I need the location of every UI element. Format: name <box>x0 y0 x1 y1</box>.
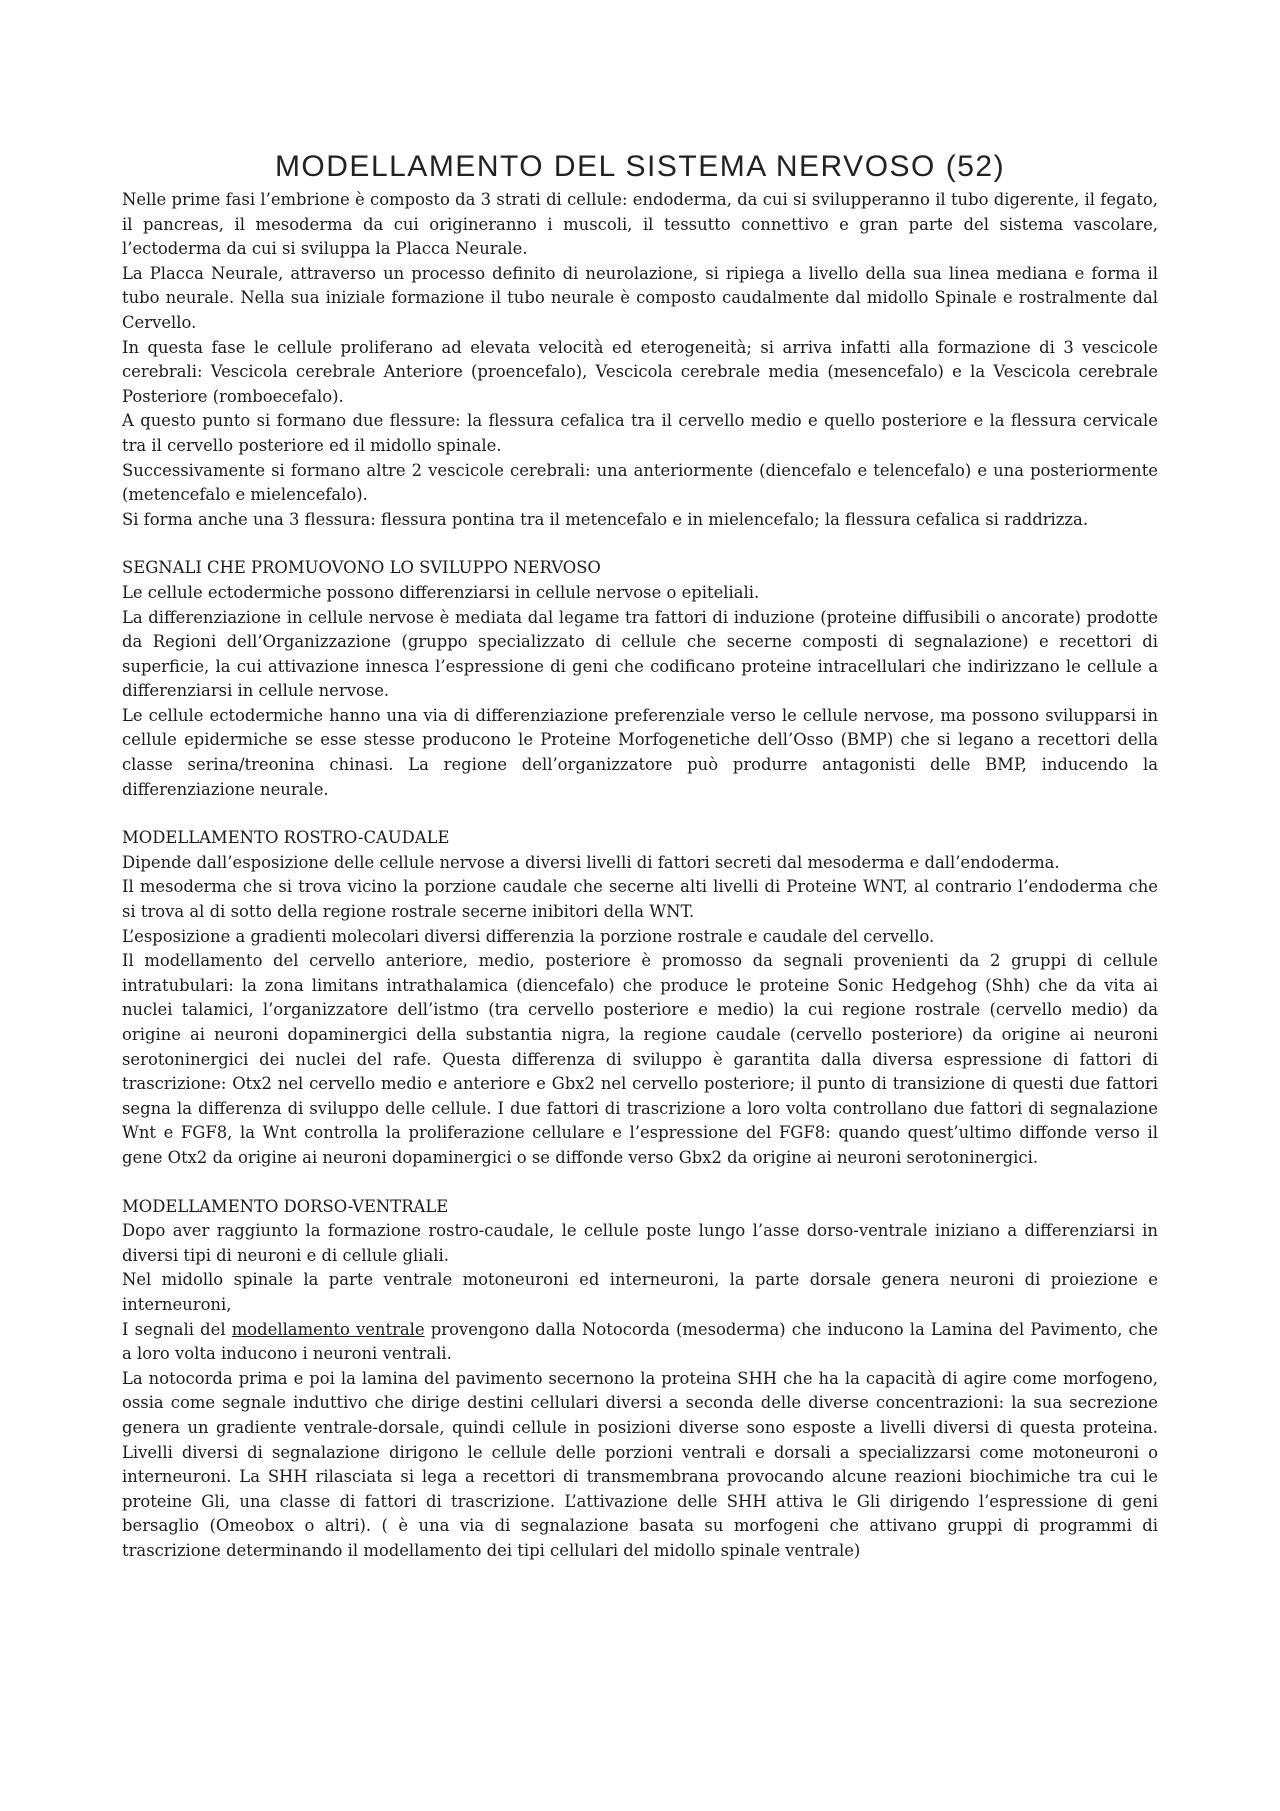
section1-paragraph: La differenziazione in cellule nervose è mediata dal legame tra fattori di induzione (proteine diffusibili o ancorate) prodotte da Regioni dell’Organizzazione (gruppo specializzato di cellule che secerne composti di segnalazione) e recettori di superficie, la cui attivazione innesca l’espressione di geni che codificano proteine intracellulari che indirizzano le cellule a differenziarsi in cellule nervose. <box>122 607 1158 701</box>
section3-paragraph: Dopo aver raggiunto la formazione rostro-caudale, le cellule poste lungo l’asse dorso-ventrale iniziano a differenziarsi in diversi tipi di neuroni e di cellule gliali. <box>122 1221 1158 1265</box>
section2-paragraph: L’esposizione a gradienti molecolari diversi differenzia la porzione rostrale e caudale del cervello. <box>122 926 935 946</box>
underlined-term: modellamento ventrale <box>231 1319 425 1339</box>
section2-paragraph: Il modellamento del cervello anteriore, medio, posteriore è promosso da segnali provenienti da 2 gruppi di cellule intratubulari: la zona limitans intrathalamica (diencefalo) che produce le proteine Sonic Hedgehog (Shh) che da vita ai nuclei talamici, l’organizzatore dell’istmo (tra cervello posteriore e medio) la cui regione rostrale (cervello medio) da origine ai neuroni dopaminergici della substantia nigra, la regione caudale (cervello posteriore) da origine ai neuroni serotoninergici dei nuclei del rafe. Questa differenza di sviluppo è garantita dalla diversa espressione di fattori di trascrizione: Otx2 nel cervello medio e anteriore e Gbx2 nel cervello posteriore; il punto di transizione di questi due fattori segna la differenza di sviluppo delle cellule. I due fattori di trascrizione a loro volta controllano due fattori di segnalazione Wnt e FGF8, la Wnt controlla la proliferazione cellulare e l’espressione del FGF8: quando quest’ultimo diffonde verso il gene Otx2 da origine ai neuroni dopaminergici o se diffonde verso Gbx2 da origine ai neuroni serotoninergici. <box>122 951 1158 1167</box>
intro-paragraph: Si forma anche una 3 flessura: flessura pontina tra il metencefalo e in mielencefalo; la flessura cefalica si raddrizza. <box>122 509 1089 529</box>
section3-paragraph: La notocorda prima e poi la lamina del pavimento secernono la proteina SHH che ha la capacità di agire come morfogeno, ossia come segnale induttivo che dirige destini cellulari diversi a seconda delle diverse concentrazioni: la sua secrezione genera un gradiente ventrale-dorsale, quindi cellule in posizioni diverse sono esposte a livelli diversi di questa proteina. Livelli diversi di segnalazione dirigono le cellule delle porzioni ventrali e dorsali a specializzarsi come motoneuroni o interneuroni. La SHH rilasciata si lega a recettori di transmembrana provocando alcune reazioni biochimiche tra cui le proteine Gli, una classe di fattori di trascrizione. L’attivazione delle SHH attiva le Gli dirigendo l’espressione di geni bersaglio (Omeobox o altri). ( è una via di segnalazione basata su morfogeni che attivano gruppi di programmi di trascrizione determinando il modellamento dei tipi cellulari del midollo spinale ventrale) <box>122 1368 1158 1560</box>
section2-paragraph: Il mesoderma che si trova vicino la porzione caudale che secerne alti livelli di Proteine WNT, al contrario l’endoderma che si trova al di sotto della regione rostrale secerne inibitori della WNT. <box>122 877 1158 922</box>
page-title: MODELLAMENTO DEL SISTEMA NERVOSO (52) <box>274 150 1006 183</box>
intro-paragraph: Successivamente si formano altre 2 vescicole cerebrali: una anteriormente (diencefalo e telencefalo) e una posteriormente (metencefalo e mielencefalo). <box>122 460 1158 505</box>
intro-paragraph: In questa fase le cellule proliferano ad elevata velocità ed eterogeneità; si arriva infatti alla formazione di 3 vescicole cerebrali: Vescicola cerebrale Anteriore (proencefalo), Vescicola cerebrale media (mesencefalo) e la Vescicola cerebrale Posteriore (romboecefalo). <box>122 337 1158 406</box>
section3-paragraph: Nel midollo spinale la parte ventrale motoneuroni ed interneuroni, la parte dorsale genera neuroni di proiezione e interneuroni, <box>122 1270 1158 1314</box>
section-heading-dorso-ventrale: MODELLAMENTO DORSO-VENTRALE <box>122 1196 449 1216</box>
section1-paragraph: Le cellule ectodermiche hanno una via di differenziazione preferenziale verso le cellule nervose, ma possono svilupparsi in cellule epidermiche se esse stesse producono le Proteine Morfogenetiche dell’Osso (BMP) che si legano a recettori della classe serina/treonina chinasi. La regione dell’organizzatore può produrre antagonisti delle BMP, inducendo la differenziazione neurale. <box>122 705 1158 799</box>
document-page <box>122 150 1158 1563</box>
intro-paragraph: La Placca Neurale, attraverso un processo definito di neurolazione, si ripiega a livello della sua linea mediana e forma il tubo neurale. Nella sua iniziale formazione il tubo neurale è composto caudalmente dal midollo Spinale e rostralmente dal Cervello. <box>122 263 1158 332</box>
intro-paragraph: A questo punto si formano due flessure: la flessura cefalica tra il cervello medio e quello posteriore e la flessura cervicale tra il cervello posteriore ed il midollo spinale. <box>122 411 1158 455</box>
text-span: I segnali del <box>122 1319 232 1339</box>
section3-paragraph <box>122 1318 1158 1367</box>
section1-paragraph: Le cellule ectodermiche possono differenziarsi in cellule nervose o epiteliali. <box>122 582 760 602</box>
section-heading-segnali: SEGNALI CHE PROMUOVONO LO SVILUPPO NERVOSO <box>122 558 601 578</box>
intro-paragraph: Nelle prime fasi l’embrione è composto da 3 strati di cellule: endoderma, da cui si svilupperanno il tubo digerente, il fegato, il pancreas, il mesoderma da cui origineranno i muscoli, il tessutto connettivo e gran parte del sistema vascolare, l’ectoderma da cui si sviluppa la Placca Neurale. <box>122 190 1158 259</box>
text-span: provengono dalla Notocorda (mesoderma) che inducono la Lamina del Pavimento, che a loro volta inducono i neuroni ventrali. <box>122 1319 1158 1364</box>
section-heading-rostro-caudale: MODELLAMENTO ROSTRO-CAUDALE <box>122 828 450 848</box>
section2-paragraph: Dipende dall’esposizione delle cellule nervose a diversi livelli di fattori secreti dal mesoderma e dall’endoderma. <box>122 852 1060 872</box>
